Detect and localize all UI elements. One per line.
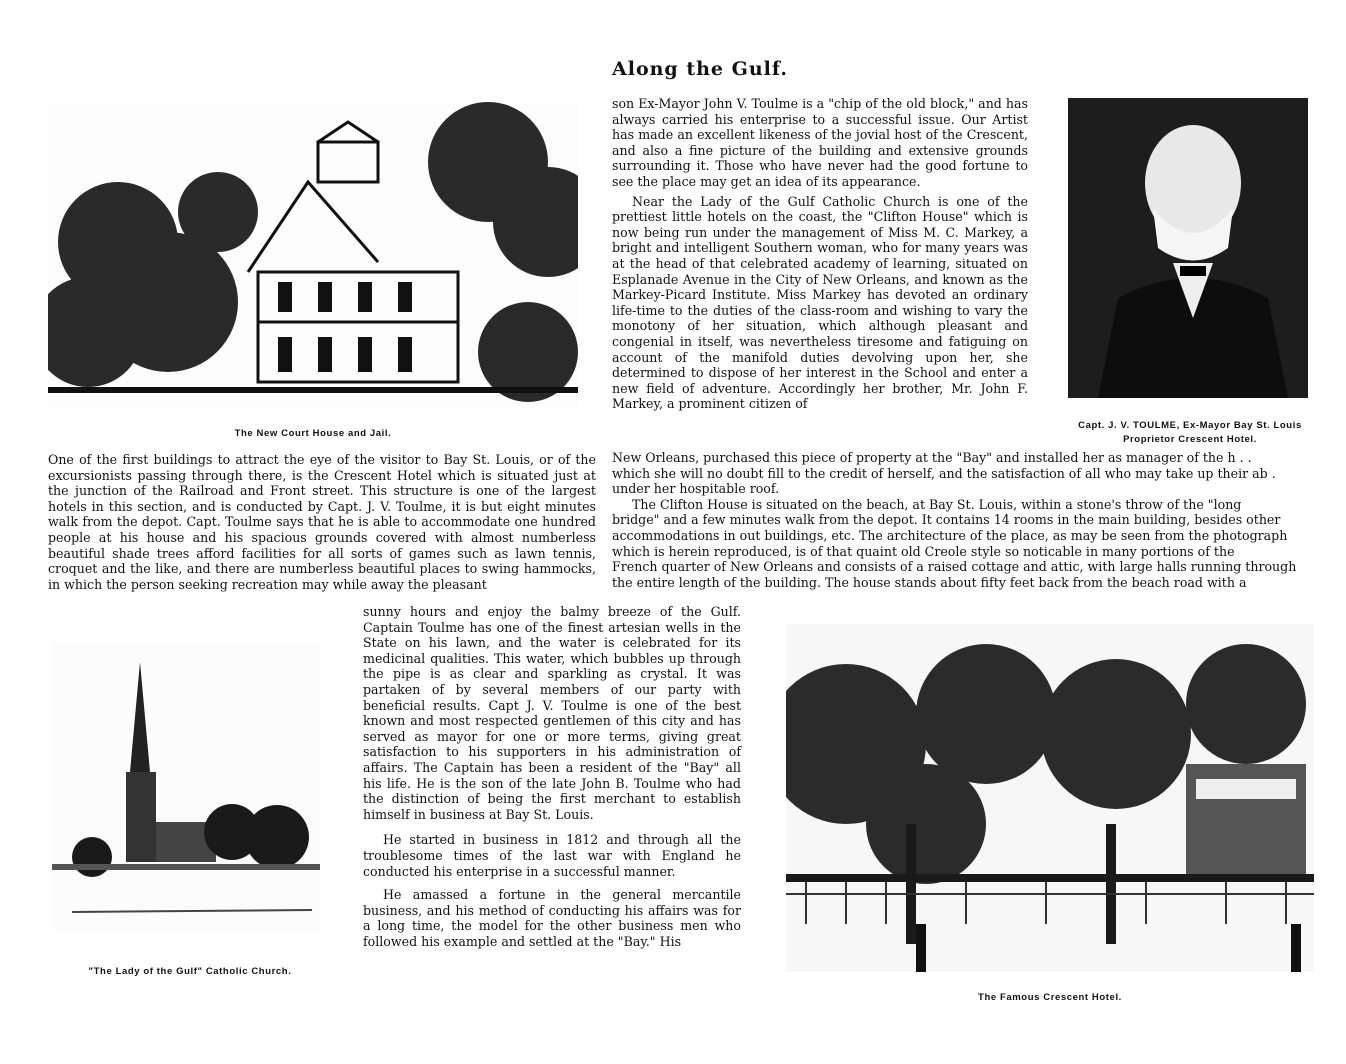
middle-column-text <box>363 604 741 949</box>
right-paragraph-1: son Ex-Mayor John V. Toulme is a "chip of the old block," and has always carried his enterprise to a successful issue. Our Artist has made an excellent likeness of the jovial host of the Crescent, and also a fine picture of the building and extensive grounds surrounding it. Those who have never had the good fortune to see the place may get an idea of its appearance. <box>612 96 1028 189</box>
church-caption: "The Lady of the Gulf" Catholic Church. <box>88 966 292 977</box>
middle-paragraph-1: sunny hours and enjoy the balmy breeze of the Gulf. Captain Toulme has one of the finest artesian wells in the State on his lawn, and the water is celebrated for its medicinal qualities. This water, which bubbles up through the pipe is as clear and sparkling as crystal. It was partaken of by several members of our party with beneficial results. Capt J. V. Toulme is one of the best known and most respected gentlemen of this city and has served as mayor for one or more terms, giving great satisfaction to his supporters in his administration of affairs. The Captain has been a resident of the "Bay" all his life. He is the son of the late John B. Toulme who had the distinction of being the first merchant to establish himself in business at Bay St. Louis. <box>363 604 741 822</box>
wide-line: the entire length of the building. The house stands about fifty feet back from the beach road with a <box>612 574 1247 590</box>
crescent-hotel-photo <box>786 624 1314 972</box>
middle-paragraph-3: He amassed a fortune in the general mercantile business, and his method of conducting his affairs was for a long time, the model for the other business men who followed his example and settled at the "Bay." His <box>363 887 741 949</box>
right-wide-text <box>612 450 1316 590</box>
wide-line: under her hospitable roof. <box>612 481 780 497</box>
wide-line: accommodations in out buildings, etc. The architecture of the place, as may be seen from the photograph <box>612 527 1288 543</box>
portrait-caption-line2: Proprietor Crescent Hotel. <box>1123 434 1257 445</box>
left-paragraph-1: One of the first buildings to attract the eye of the visitor to Bay St. Louis, or of the excursionists passing through there, is the Crescent Hotel which is situated just at the junction of the Railroad and Front street. This structure is one of the largest hotels in this section, and is conducted by Capt. J. V. Toulme, it is but eight minutes walk from the depot. Capt. Toulme says that he is able to accommodate one hundred people at his house and his spacious grounds covered with almost numberless beautiful shade trees afford facilities for all sorts of games such as lawn tennis, croquet and the like, and there are numberless beautiful places to swing hammocks, in which the person seeking recreation may while away the pleasant <box>48 452 596 592</box>
right-paragraph-2: Near the Lady of the Gulf Catholic Church is one of the prettiest little hotels on the coast, the "Clifton House" which is now being run under the management of Miss M. C. Markey, a bright and intelligent Southern woman, who for many years was at the head of that celebrated academy of learning, situated on Esplanade Avenue in the City of New Orleans, and known as the Markey-Picard Institute. Miss Markey has devoted an ordinary life-time to the duties of the class-room and wishing to vary the monotony of her situation, which although pleasant and congenial in itself, was nevertheless tiresome and fatiguing on account of the manifold duties devolving upon her, she determined to dispose of her interest in the School and enter a new field of adventure. Accordingly her brother, Mr. John F. Markey, a prominent citizen of <box>612 193 1028 412</box>
wide-line: bridge" and a few minutes walk from the depot. It contains 14 rooms in the main building, besides other <box>612 512 1281 528</box>
court-house-caption: The New Court House and Jail. <box>234 428 392 439</box>
court-house-photo <box>48 102 578 410</box>
wide-line: which is herein reproduced, is of that quaint old Creole style so noticable in many portions of the <box>612 543 1235 559</box>
portrait-caption-line1: Capt. J. V. TOULME, Ex-Mayor Bay St. Louis <box>1078 420 1302 431</box>
right-column-text <box>612 96 1028 412</box>
wide-line: French quarter of New Orleans and consists of a raised cottage and attic, with large halls running through <box>612 559 1297 575</box>
page-title: Along the Gulf. <box>611 58 788 80</box>
wide-line: which she will no doubt fill to the credit of herself, and the satisfaction of all who may take up their ab . <box>612 465 1276 481</box>
church-photo <box>52 642 320 932</box>
wide-line: New Orleans, purchased this piece of property at the "Bay" and installed her as manager of the h . . <box>612 450 1252 465</box>
toulme-portrait-photo <box>1068 98 1308 398</box>
wide-line: The Clifton House is situated on the beach, at Bay St. Louis, within a stone's throw of the "long <box>632 496 1242 512</box>
crescent-hotel-caption: The Famous Crescent Hotel. <box>978 992 1122 1003</box>
middle-paragraph-2: He started in business in 1812 and through all the troublesome times of the last war with England he conducted his enterprise in a successful manner. <box>363 832 741 879</box>
left-column-text <box>48 452 596 592</box>
